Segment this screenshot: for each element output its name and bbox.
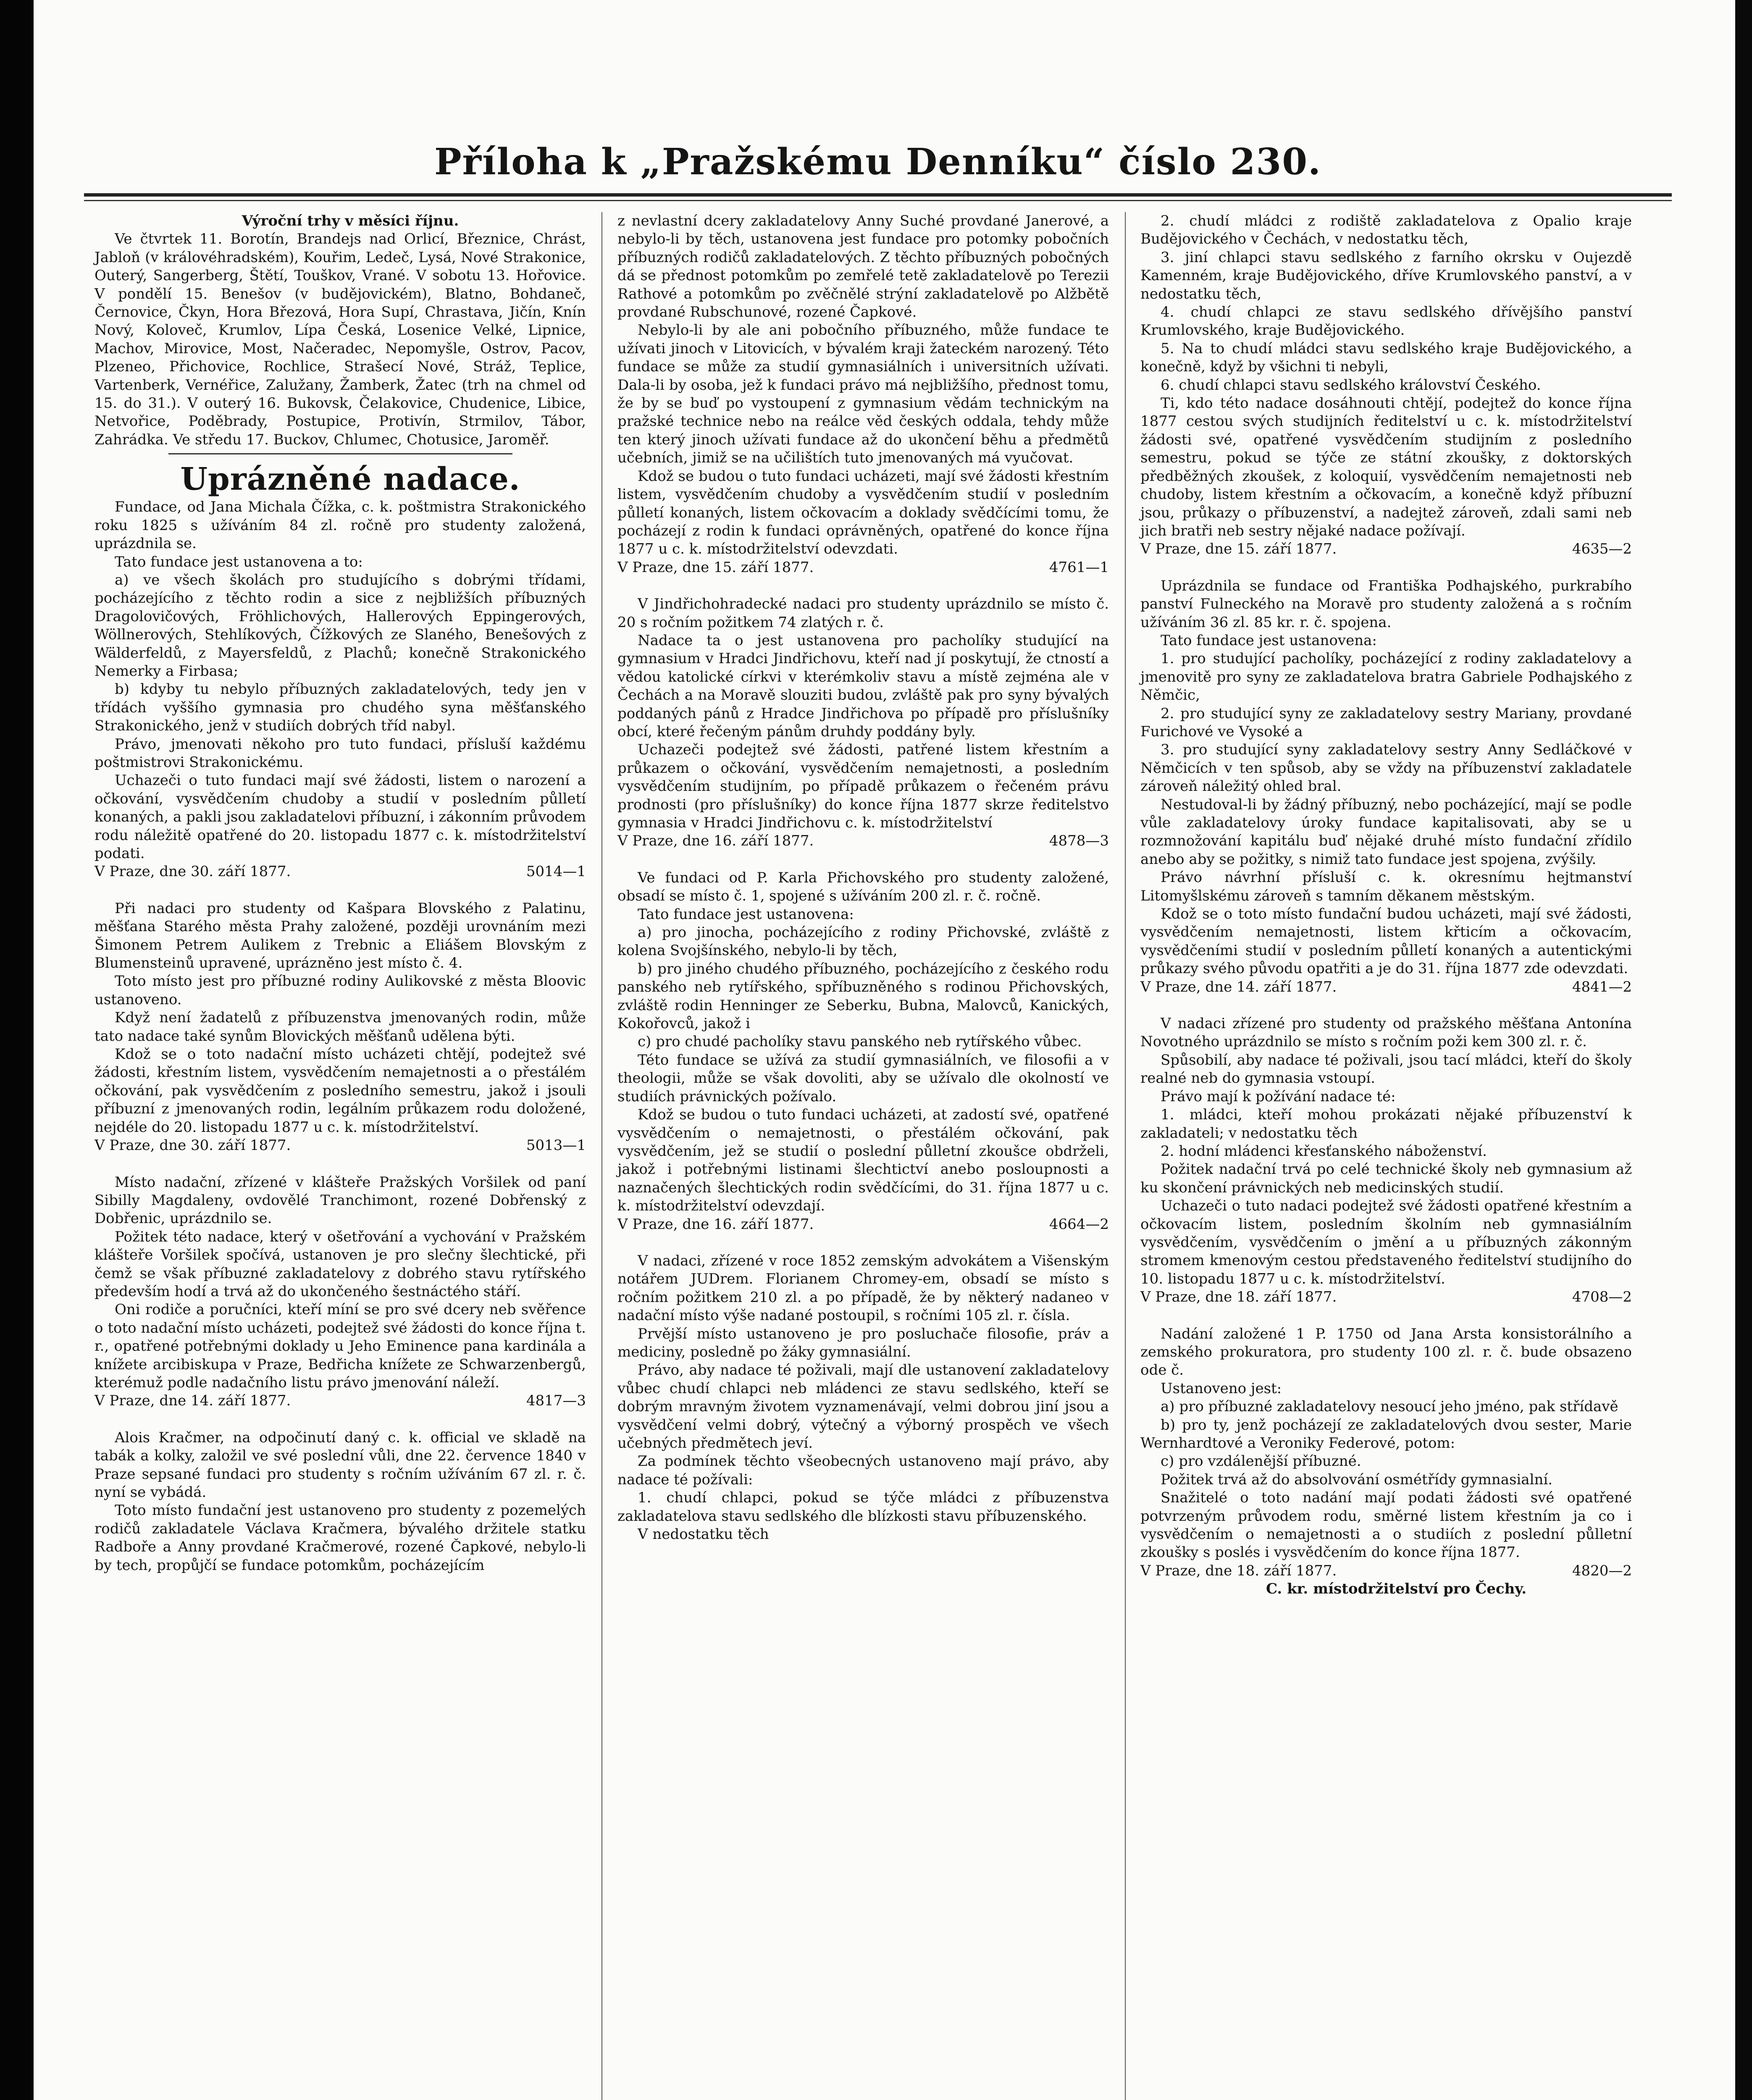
paragraph: 2. pro studující syny ze zakladatelovy sestry Mariany, provdané Furichové ve Vysoké a	[1140, 705, 1632, 740]
dateline	[1140, 1562, 1632, 1580]
paragraph: c) pro chudé pacholíky stavu panského neb rytířského vůbec.	[638, 1033, 1082, 1050]
paragraph: Kdož se o toto místo fundační budou ucházeti, mají své žádosti, vysvědčením nemajetnosti, listem křticím a očkovacím, vysvědčeními studií v posledním půlletí konaných a autentickými průkazy svého původu opatřiti a je do 31. října 1877 zde odevzdati.	[1140, 906, 1632, 977]
paragraph: Když není žadatelů z příbuzenstva jmenovaných rodin, může tato nadace také synům Blovických měšťanů udělena býti.	[95, 1009, 586, 1045]
paragraph: Prvější místo ustanoveno je pro posluchače filosofie, práv a mediciny, posledně po žáky gymnasiální.	[617, 1325, 1109, 1360]
paragraph: Kdož se o toto nadační místo ucházeti chtějí, podejtež své žádosti, křestním listem, vysvědčením nemajetnosti a o přestálém očkování, pak vysvědčením z posledního semestru, jakož i jsouli příbuzní z jmenovaných rodin, legálním průkazem rodu doložené, nejdéle do 20. listopadu 1877 u c. k. místodržitelství.	[95, 1046, 586, 1136]
markets-text: Ve čtvrtek 11. Borotín, Brandejs nad Orlicí, Březnice, Chrást, Jabloň (v královéhradském), Kouřim, Ledeč, Lysá, Nové Strakonice, Outerý, Sangerberg, Štětí, Touškov, Vrané. V sobotu 13. Hořovice. V pondělí 15. Benešov (v budějovickém), Blatno, Bohdaneč, Černovice, Čkyn, Hora Březová, Hora Supí, Chrastava, Jičín, Knín Nový, Koloveč, Krumlov, Lípa Česká, Losenice Velké, Lipnice, Machov, Mirovice, Most, Načeradec, Nepomyšle, Ostrov, Pacov, Plzeneo, Přichovice, Rochlice, Strašecí Nové, Stráž, Teplice, Vartenberk, Vernéřice, Zalužany, Žamberk, Žatec (trh na chmel od 15. do 31.). V outerý 16. Bukovsk, Čelakovice, Chudenice, Libice, Netvořice, Poděbrady, Postupice, Protivín, Strmilov, Tábor, Zahrádka. Ve středu 17. Buckov, Chlumec, Chotusice, Jaroměř.	[95, 231, 586, 448]
paragraph: b) pro jiného chudého příbuzného, pocházejícího z českého rodu panského neb rytířského, spříbuzněného s rodinou Přichovských, zvláště rodin Henninger ze Seberku, Bubna, Malovců, Kanických, Kokořovců, jakož i	[617, 960, 1109, 1032]
paragraph: Právo mají k požívání nadace té:	[1161, 1088, 1396, 1105]
notice-number: 4635—2	[1572, 541, 1632, 558]
dateline	[617, 559, 1109, 577]
paragraph: a) pro jinocha, pocházejícího z rodiny Přichovské, zvláště z kolena Svojšínského, nebylo-li by těch,	[617, 924, 1109, 959]
paragraph: Toto místo fundační jest ustanoveno pro studenty z pozemelých rodičů zakladatele Václava Kračmera, bývalého držitele statku Radboře a Anny provdané Kračmerové, rozené Čapkové, nebylo-li by tech, propůjčí se fundace potomkům, pocházejícím	[95, 1502, 586, 1574]
paragraph: 2. hodní mládenci křesťanského náboženství.	[1161, 1142, 1487, 1160]
paragraph: 1. chudí chlapci, pokud se týče mládci z příbuzenstva zakladatelova stavu sedlského dle blízkosti stavu příbuzenského.	[617, 1489, 1109, 1525]
paragraph: 4. chudí chlapci ze stavu sedlského dřívějšího panství Krumlovského, kraje Budějovického.	[1140, 304, 1632, 339]
paragraph: V Jindřichohradecké nadaci pro studenty uprázdnilo se místo č. 20 s ročním požitkem 74 zlatých r. č.	[617, 596, 1109, 631]
paragraph: z nevlastní dcery zakladatelovy Anny Suché provdané Janerové, a nebylo-li by těch, ustanovena jest fundace pro potomky pobočních příbuzných rodičů zakladatelových. Z těchto příbuzných pobočných dá se přednost potomkům po zemřelé tetě zakladatelově po Terezii Rathové a potomkům po zvěčnělé strýní zakladatelově po Alžbětě provdané Rubschunové, rozené Čapkové.	[617, 213, 1109, 321]
paragraph: Této fundace se užívá za studií gymnasiálních, ve filosofii a v theologii, může se však dovoliti, aby se užívalo dle okolností ve studiích právnických požívalo.	[617, 1051, 1109, 1105]
paragraph: Uchazeči o tuto fundaci mají své žádosti, listem o narození a očkování, vysvědčením chudoby a studií v posledním půlletí konaných, a pakli jsou zakladatelovi příbuzní, i zákonním průvodem rodu náležitě opatřené do 20. listopadu 1877 c. k. místodržitelství podati.	[95, 772, 586, 862]
paragraph: Nebylo-li by ale ani pobočního příbuzného, může fundace te užívati jinoch v Litovicích, v bývalém kraji žateckém narozený. Této fundace se může za studií gymnasiálních i universitních užívati. Dala-li by osoba, jež k fundaci právo má nejbližšího, přednost tomu, že by se buď po vystoupení z gymnasium vědám technickým na pražské technice nebo na reálce věd českých oddala, tehdy může ten který jinoch užívati fundace až do ukončení běhu a předmětů učebních, jimiž se na učilištích tuto jmenovaných má vyučovat.	[617, 322, 1109, 467]
paragraph: Snažitelé o toto nadání mají podati žádosti své opatřené potvrzeným průvodem rodu, směrné listem křestním ja co i vysvědčením o nemajetnosti a o studiích z poslední půlletní zkoušky s poslés i vysvědčením do konce října 1877.	[1140, 1489, 1632, 1561]
paragraph: Požitek nadační trvá po celé technické školy neb gymnasium až ku skončení právnických neb medicinských studií.	[1140, 1161, 1632, 1196]
paragraph: Místo nadační, zřízené v klášteře Pražských Voršilek od paní Sibilly Magdaleny, ovdovělé Tranchimont, rozené Dobřenský z Dobřenic, uprázdnilo se.	[95, 1173, 586, 1227]
paragraph: Ve fundaci od P. Karla Přichovského pro studenty založené, obsadí se místo č. 1, spojené s užíváním 200 zl. r. č. ročně.	[617, 869, 1109, 905]
date: V Praze, dne 18. září 1877.	[1140, 1562, 1337, 1579]
dateline	[1140, 1288, 1632, 1306]
paragraph: Za podmínek těchto všeobecných ustanoveno mají právo, aby nadace té požívali:	[617, 1453, 1109, 1488]
paragraph: Toto místo jest pro příbuzné rodiny Aulikovské z města Bloovic ustanoveno.	[95, 973, 586, 1008]
paragraph: V nadaci zřízené pro studenty od pražského měšťana Antonína Novotného uprázdnilo se místo s ročním poži kem 300 zl. r. č.	[1140, 1015, 1632, 1050]
paragraph: Spůsobilí, aby nadace té poživali, jsou tací mládci, kteří do školy realné neb do gymnasia vstoupí.	[1140, 1051, 1632, 1087]
notice-number: 4841—2	[1572, 978, 1632, 995]
signature: C. kr. místodržitelství pro Čechy.	[1266, 1580, 1527, 1598]
paragraph: b) kdyby tu nebylo příbuzných zakladatelových, tedy jen v třídách vyššího gymnasia pro chudého syna měšťanského Strakonického, jenž v studiích dobrých tříd nabyl.	[95, 681, 586, 735]
date: V Praze, dne 14. září 1877.	[95, 1392, 291, 1410]
paragraph: 1. pro studující pacholíky, pocházející z rodiny zakladatelovy a jmenovitě pro syny ze zakladatelova bratra Gabriele Podhajského z Němčic,	[1140, 650, 1632, 704]
paragraph: Kdož se budou o tuto fundaci ucházeti, at zadostí své, opatřené vysvědčením o nemajetnosti, o přestálém očkování, pak vysvědčením, jež se studií o poslední půlletní zkoušce obdrželi, jakož i potřebnými listinami šlechtictví anebo posloupnosti a naznačených šlechtických rodin svědčícími, do 31. října 1877 u c. k. místodržitelství odevzdají.	[617, 1106, 1109, 1215]
column-2	[617, 212, 1109, 1544]
notice-number: 4820—2	[1572, 1562, 1632, 1579]
paragraph: Při nadaci pro studenty od Kašpara Blovského z Palatinu, měšťana Starého města Prahy založené, později urovnáním mezi Šimonem Petrem Aulikem z Trebnic a Eliášem Blovským z Blumensteinů upravené, uprázněno jest místo č. 4.	[95, 900, 586, 972]
date: V Praze, dne 16. září 1877.	[617, 1215, 814, 1233]
paragraph: Právo, jmenovati někoho pro tuto fundaci, přísluší každému poštmistrovi Strakonickému.	[95, 735, 586, 771]
paragraph: Právo, aby nadace té poživali, mají dle ustanovení zakladatelovy vůbec chudí chlapci neb mládenci ze stavu sedlského, kteří se dobrým mravným životem vyznamenávají, velmi dobrou jiní jsou a vysvědčení velmi dobrý, výtečný a výborný prospěch ve všech učebných předmětech jeví.	[617, 1362, 1109, 1452]
paragraph: 3. jiní chlapci stavu sedlského z farního okrsku v Oujezdě Kamenném, kraje Budějovického, dříve Krumlovského panství, a v nedostatku těch,	[1140, 249, 1632, 302]
date: V Praze, dne 15. září 1877.	[617, 559, 814, 576]
paragraph: Ustanoveno jest:	[1161, 1380, 1282, 1397]
paragraph: Alois Kračmer, na odpočinutí daný c. k. official ve skladě na tabák a kolky, založil ve své poslední vůli, dne 22. července 1840 v Praze sepsané fundaci pro studenty s ročním užíváním 67 zl. r. č. nyní se vybádá.	[95, 1429, 586, 1501]
paragraph: 2. chudí mládci z rodiště zakladatelova z Opalio kraje Budějovického v Čechách, v nedostatku těch,	[1140, 213, 1632, 248]
markets-title: Výroční trhy v měsíci říjnu.	[242, 213, 459, 229]
paragraph: Tato fundace jest ustanovena:	[638, 906, 854, 923]
dateline	[95, 863, 586, 881]
paragraph: Nestudoval-li by žádný příbuzný, nebo pocházející, mají se podle vůle zakladatelovy úroky fundace kapitalisovati, aby se u rozmnožování kapitálu buď nějaké druhé místo fundační zřídilo anebo aby se požitky, s nimiž tato fundace jest spojena, zvýšily.	[1140, 796, 1632, 868]
paragraph: 3. pro studující syny zakladatelovy sestry Anny Sedláčkové v Němčicích v ten spůsob, aby se vždy na příbuzenství zakladatele zároveň náležitý ohled bral.	[1140, 741, 1632, 795]
paragraph: Nadace ta o jest ustanovena pro pacholíky studující na gymnasium v Hradci Jindřichovu, kteří nad jí poskytují, že ctností a vědou katolické církvi v kterémkoliv stavu a místě zejména ale v Čechách a na Moravě slouziti budou, zvláště pak pro syny bývalých poddaných pánů z Hradce Jindřichova po případě pro příslušníky obcí, které řečeným pánům druhdy poddány byly.	[617, 632, 1109, 740]
paragraph: 1. mládci, kteří mohou prokázati nějaké příbuzenství k zakladateli; v nedostatku těch	[1140, 1106, 1632, 1142]
date: V Praze, dne 30. září 1877.	[95, 1137, 291, 1154]
date: V Praze, dne 15. září 1877.	[1140, 541, 1337, 558]
paragraph: Oni rodiče a poručníci, kteří míní se pro své dcery neb svěřence o toto nadační místo ucházeti, podejtež své žádosti do konce října t. r., opatřené potřebnými doklady u Jeho Eminence pana kardinála a knížete arcibiskupa v Praze, Bedřicha knížete ze Schwarzenbergů, kterémuž podle nadačního listu právo jmenování náleží.	[95, 1301, 586, 1391]
scan-border-left	[0, 0, 34, 2100]
paragraph: a) ve všech školách pro studujícího s dobrými třídami, pocházejícího z těchto rodin a sice z nejbližších příbuzných Dragolovičových, Fröhlichových, Hallerových Eppingerových, Wöllnerových, Stehlíkových, Čížkových ze Slaného, Benešových z Wälderfeldů, z Mayersfeldů, z Plachů; konečně Strakonického Nemerky a Firbasa;	[95, 571, 586, 680]
paragraph: Tato fundace jest ustanovena:	[1161, 632, 1377, 649]
paragraph: Fundace, od Jana Michala Čížka, c. k. poštmistra Strakonického roku 1825 s užíváním 84 zl. ročně pro studenty založená, uprázdnila se.	[95, 499, 586, 552]
dateline	[617, 1215, 1109, 1234]
header-rule-thin	[84, 200, 1672, 201]
notice-number: 4817—3	[526, 1392, 586, 1410]
paragraph: Kdož se budou o tuto fundaci ucházeti, mají své žádosti křestním listem, vysvědčením chudoby a vysvědčením studií v posledním půlletí konaných, listem očkovacím a doklady svědčícími tomu, že pocházejí z rodin k fundaci oprávněných, opatřené do konce října 1877 u c. k. místodržitelství odevzdati.	[617, 467, 1109, 558]
notice-number: 4664—2	[1049, 1215, 1109, 1233]
paragraph: Právo návrhní přísluší c. k. okresnímu hejtmanství Litomyšlskému zároveň s tamním děkanem městským.	[1140, 869, 1632, 904]
notice-number: 4878—3	[1049, 832, 1109, 850]
paragraph: 5. Na to chudí mládci stavu sedlského kraje Budějovického, a konečně, když by všichni ti nebyli,	[1140, 340, 1632, 375]
notice-number: 5013—1	[526, 1137, 586, 1154]
date: V Praze, dne 30. září 1877.	[95, 863, 291, 880]
section-rule	[168, 453, 512, 454]
column-3	[1140, 212, 1632, 1599]
dateline	[617, 832, 1109, 850]
notice-number: 4761—1	[1049, 559, 1109, 576]
column-divider	[1125, 212, 1126, 2100]
page-header: Příloha k „Pražskému Denníku“ číslo 230.	[434, 141, 1321, 183]
paragraph: Nadání založené 1 P. 1750 od Jana Arsta konsistorálního a zemského prokuratora, pro studenty 100 zl. r. č. bude obsazeno ode č.	[1140, 1325, 1632, 1379]
date: V Praze, dne 14. září 1877.	[1140, 978, 1337, 995]
dateline	[1140, 978, 1632, 996]
paragraph: V nedostatku těch	[638, 1526, 769, 1543]
paragraph: Uprázdnila se fundace od Františka Podhajského, purkrabího panství Fulneckého na Moravě pro studenty založená a s ročním užíváním 36 zl. 85 kr. r. č. spojena.	[1140, 577, 1632, 631]
date: V Praze, dne 16. září 1877.	[617, 832, 814, 850]
paragraph: 6. chudí chlapci stavu sedlského království Českého.	[1161, 376, 1541, 394]
paragraph: Tato fundace jest ustanovena a to:	[115, 553, 363, 570]
column-1	[95, 212, 586, 1575]
header-rule	[84, 193, 1672, 197]
section-title: Uprázněné nadace.	[180, 461, 520, 498]
paragraph: b) pro ty, jenž pocházejí ze zakladatelových dvou sester, Marie Wernhardtové a Veroniky Federové, potom:	[1140, 1416, 1632, 1452]
paragraph: Požitek trvá až do absolvování osmétřídy gymnasialní.	[1161, 1471, 1553, 1488]
scan-border-right	[1735, 0, 1752, 2100]
paragraph: Uchazeči podejtež své žádosti, patřené listem křestním a průkazem o očkování, vysvědčením nemajetnosti, a posledním vysvědčením studijním, po případě průkazem o řečeném právu prodnosti (pro příslušníky) do konce října 1877 skrze ředitelstvo gymnasia v Hradci Jindřichovu c. k. místodržitelství	[617, 741, 1109, 831]
date: V Praze, dne 18. září 1877.	[1140, 1289, 1337, 1306]
paragraph: Ti, kdo této nadace dosáhnouti chtějí, podejtež do konce října 1877 cestou svých studijních ředitelství u c. k. místodržitelství žádosti své, opatřené vysvědčením studijním z posledního semestru, pokud se týče ze státní zkoušky, z doktorských předběžných zkoušek, z koloquií, vysvědčením nemajetnosti neb chudoby, listem křestním a očkovacím, a konečně když příbuzní jsou, průkazy o příbuzenství, a nadejtež zároveň, zdali sami neb jich bratři neb sestry nějaké nadace požívají.	[1140, 395, 1632, 539]
paragraph: V nadaci, zřízené v roce 1852 zemským advokátem a Višenským notářem JUDrem. Florianem Chromey-em, obsadí se místo s ročním požitkem 210 zl. a po případě, že by některý nadaneo v nadační místo výše nadané postoupil, s ročními 105 zl. r. čísla.	[617, 1252, 1109, 1324]
dateline	[95, 1137, 586, 1155]
dateline	[1140, 540, 1632, 558]
paragraph: c) pro vzdálenější příbuzné.	[1161, 1453, 1361, 1470]
paragraph: Uchazeči o tuto nadaci podejtež své žádosti opatřené křestním a očkovacím listem, posledním školním neb gymnasiálním vysvědčením, vysvědčením o jmění a u příbuzných zákonným stromem kmenovým cestou představeného ředitelství studijního do 10. listopadu 1877 u c. k. místodržitelství.	[1140, 1197, 1632, 1287]
notice-number: 4708—2	[1572, 1289, 1632, 1306]
dateline	[95, 1392, 586, 1410]
paragraph: Požitek této nadace, který v ošetřování a vychování v Pražském klášteře Voršilek spočívá, ustanoven je pro slečny šlechtické, při čemž se však příbuzné zakladatelovy z dobrého stavu rytířského především hodí a trvá až do ukončeného šestnáctého stáří.	[95, 1228, 586, 1300]
notice-number: 5014—1	[526, 863, 586, 880]
paragraph: a) pro příbuzné zakladatelovy nesoucí jeho jméno, pak střídavě	[1161, 1398, 1618, 1415]
